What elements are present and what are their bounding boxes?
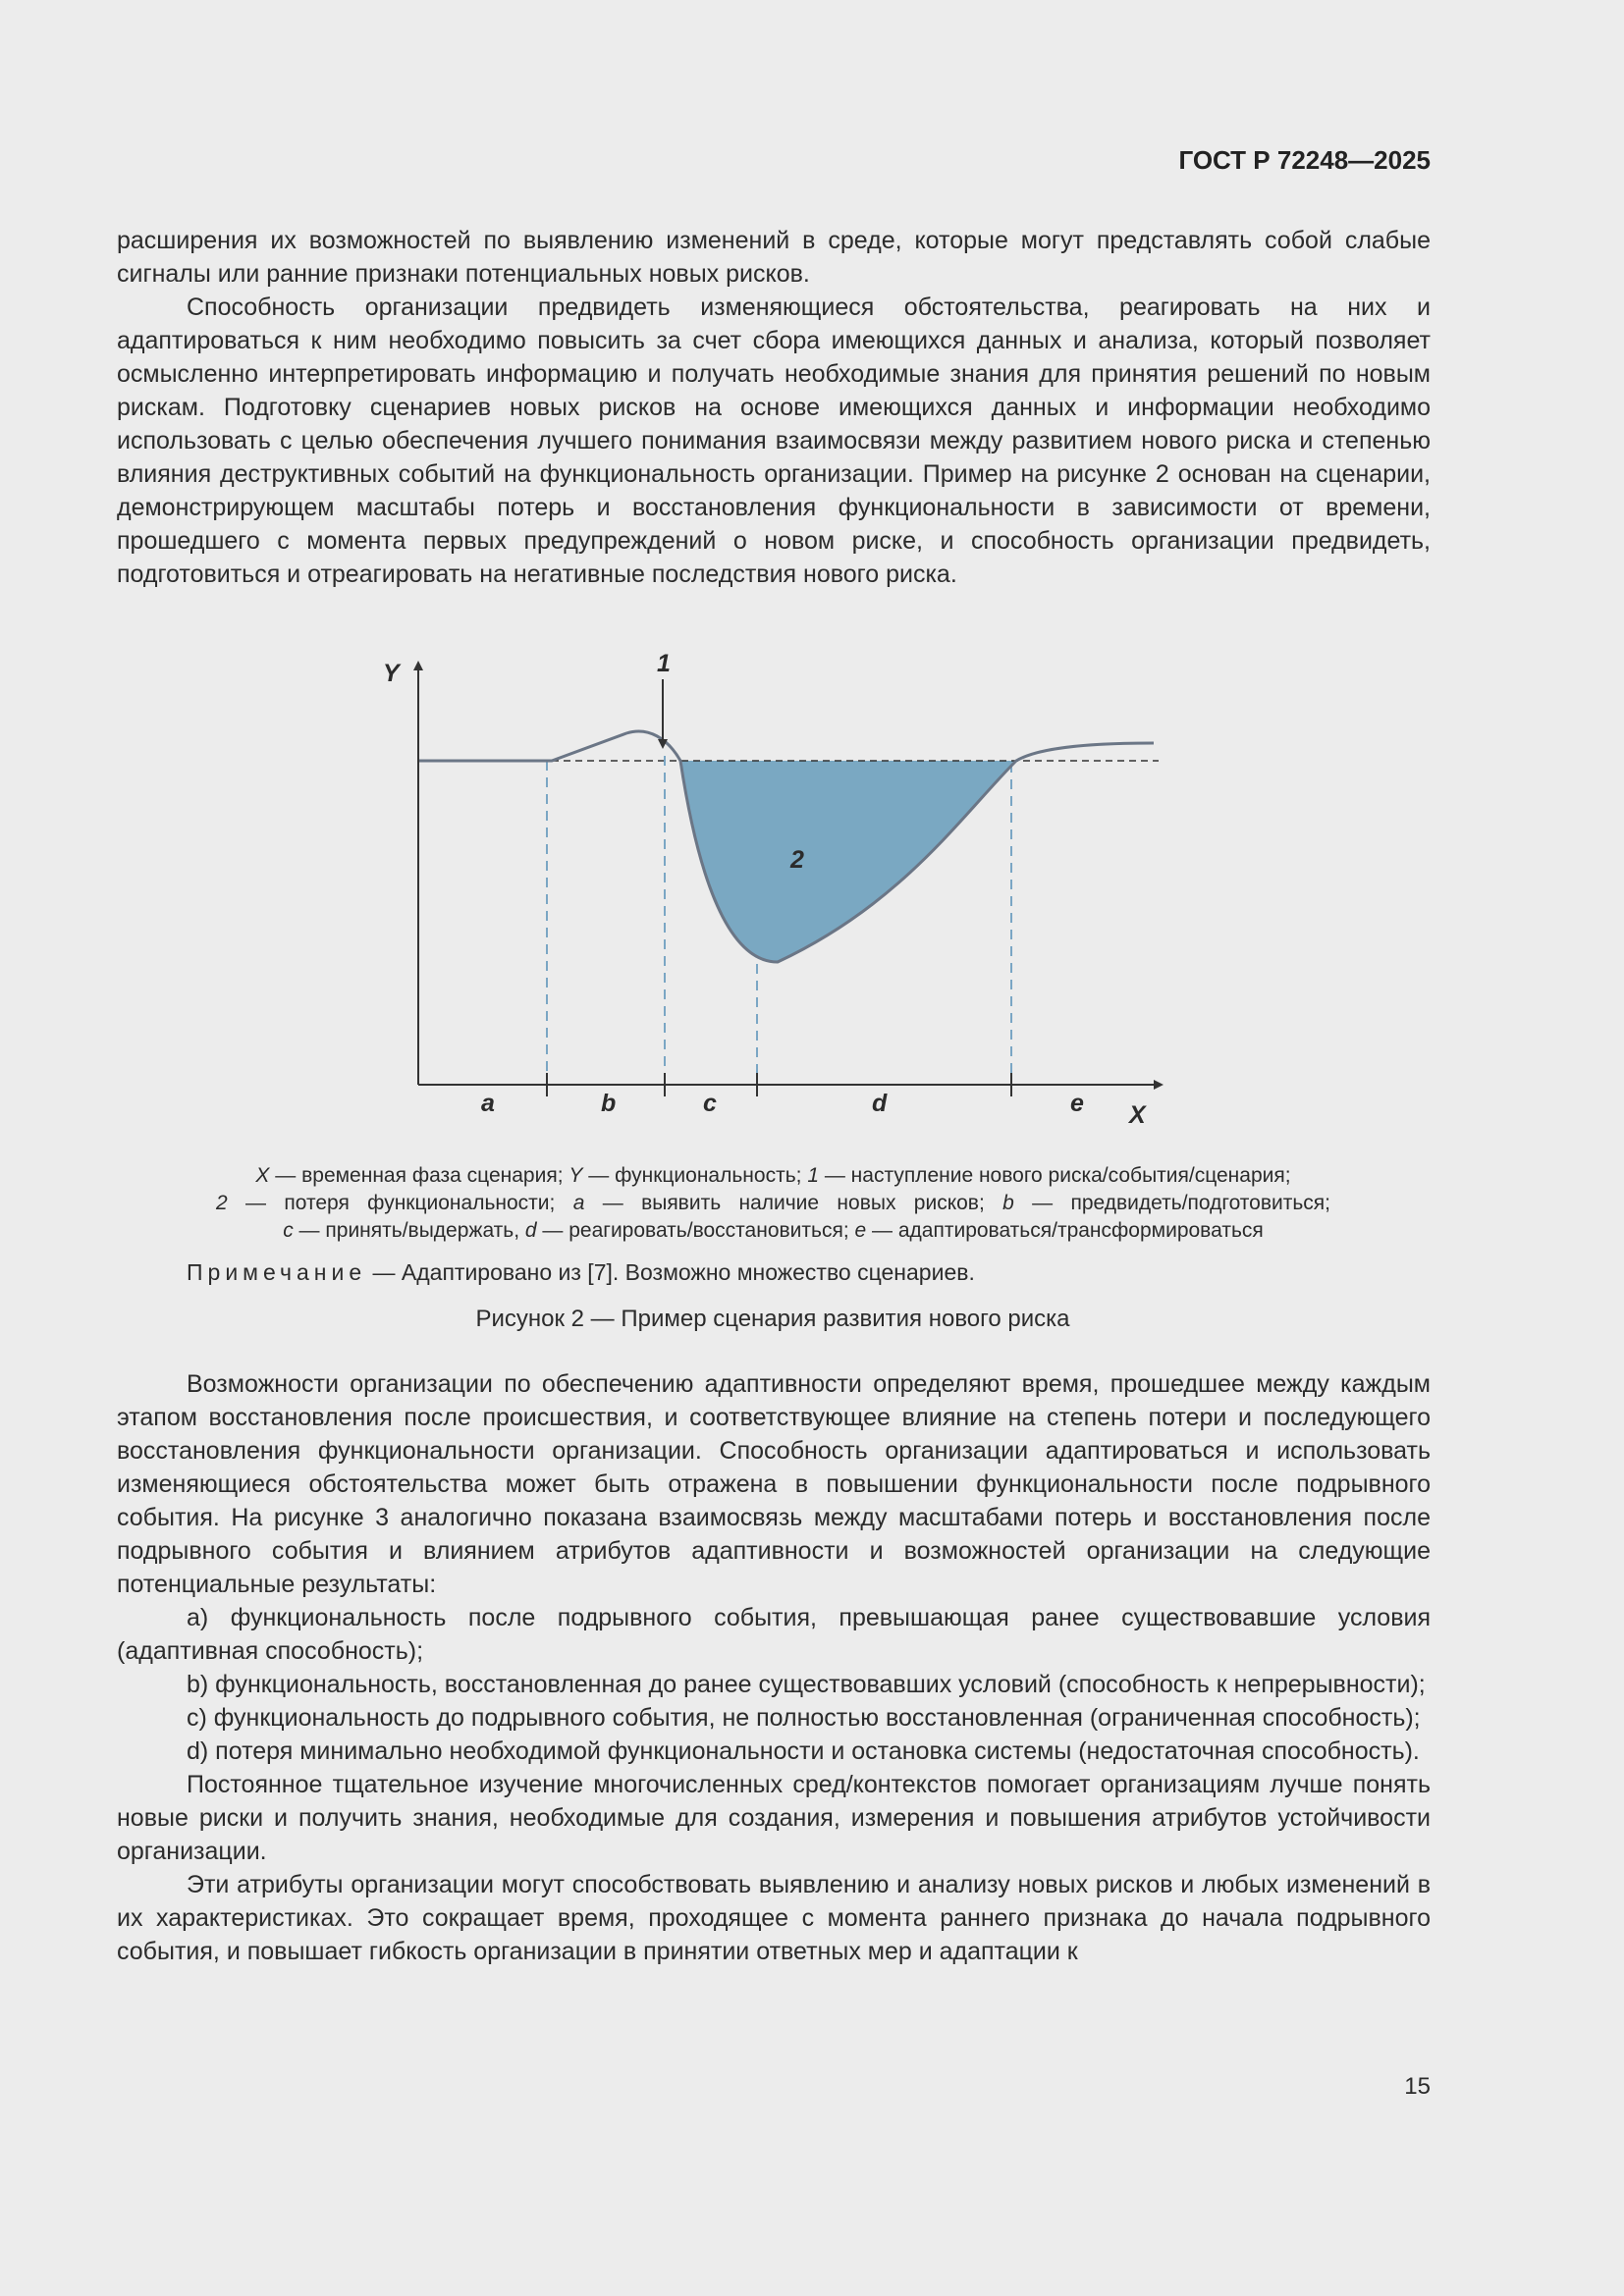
page-number: 15: [1404, 2073, 1431, 2100]
x-axis-label: X: [1129, 1101, 1146, 1129]
y-axis-label: Y: [383, 660, 400, 687]
intro-paragraph-2: Способность организации предвидеть изменяющиеся обстоятельства, реагировать на них и адаптироваться к ним необходимо повысить за счет сбора имеющихся данных и анализа, который позволяет осмысленно интерпретировать информацию и получать необходимые знания для принятия решений по новым рискам. Подготовку сценариев новых рисков на основе имеющихся данных и информации необходимо использовать с целью обеспечения лучшего понимания взаимосвязи между развитием нового риска и степенью влияния деструктивных событий на функциональность организации. Пример на рисунке 2 основан на сценарии, демонстрирующем масштабы потерь и восстановления функциональности в зависимости от времени, прошедшего с момента первых предупреждений о новом риске, и способность организации предвидеть, подготовиться и отреагировать на негативные последствия нового риска.: [117, 294, 1431, 588]
note-label: Примечание: [187, 1259, 367, 1285]
list-item-a: a) функциональность после подрывного события, превышающая ранее существовавшие условия (адаптивная способность);: [117, 1604, 1431, 1665]
scenario-diagram-svg: [373, 648, 1178, 1139]
body-paragraph-3: Эти атрибуты организации могут способствовать выявлению и анализу новых рисков и любых изменений в их характеристиках. Это сокращает время, проходящее с момента раннего признака до начала подрывного события, и повышает гибкость организации в принятии ответных мер и адаптации к: [117, 1871, 1431, 1965]
legend-line-3: c — принять/выдержать, d — реагировать/восстановиться; e — адаптироваться/трансформироваться: [283, 1219, 1264, 1242]
legend-line-2: 2 — потеря функциональности; a — выявить наличие новых рисков; b — предвидеть/подготовиться;: [216, 1192, 1330, 1214]
body-paragraph-1: Возможности организации по обеспечению адаптивности определяют время, прошедшее между каждым этапом восстановления после происшествия, и соответствующее влияние на степень потери и последующего восстановления функциональности организации. Способность организации адаптироваться и использовать изменяющиеся обстоятельства может быть отражена в повышении функциональности после подрывного события. На рисунке 3 аналогично показана взаимосвязь между масштабами потерь и восстановления после подрывного события и влиянием атрибутов адаптивности и возможностей организации на следующие потенциальные результаты:: [117, 1370, 1431, 1598]
note-text: — Адаптировано из [7]. Возможно множество сценариев.: [366, 1259, 975, 1285]
list-item-b: b) функциональность, восстановленная до ранее существовавших условий (способность к непрерывности);: [187, 1671, 1426, 1698]
figure-caption: Рисунок 2 — Пример сценария развития нового риска: [475, 1306, 1070, 1332]
segment-b-label: b: [601, 1090, 617, 1117]
segment-c-label: c: [703, 1090, 717, 1117]
document-id-header: ГОСТ Р 72248—2025: [1178, 145, 1431, 175]
figure-legend: [216, 1162, 1330, 1245]
list-item-d: d) потеря минимально необходимой функциональности и остановка системы (недостаточная способность).: [187, 1737, 1420, 1765]
intro-text: [117, 224, 1431, 591]
figure-note: [187, 1259, 975, 1286]
intro-paragraph-1: расширения их возможностей по выявлению изменений в среде, которые могут представлять собой слабые сигналы или ранние признаки потенциальных новых рисков.: [117, 227, 1431, 288]
segment-e-label: e: [1070, 1090, 1084, 1117]
segment-a-label: a: [481, 1090, 495, 1117]
figure-2-diagram: [373, 648, 1178, 1139]
marker-2-label: 2: [790, 846, 804, 874]
legend-line-1: X — временная фаза сценария; Y — функциональность; 1 — наступление нового риска/события/сценария;: [255, 1164, 1291, 1187]
list-item-c: c) функциональность до подрывного события, не полностью восстановленная (ограниченная способность);: [187, 1704, 1421, 1732]
segment-d-label: d: [872, 1090, 888, 1117]
body-paragraph-2: Постоянное тщательное изучение многочисленных сред/контекстов помогает организациям лучше понять новые риски и получить знания, необходимые для создания, измерения и повышения атрибутов устойчивости организации.: [117, 1771, 1431, 1865]
marker-1-label: 1: [657, 650, 671, 677]
main-text: [117, 1367, 1431, 1968]
